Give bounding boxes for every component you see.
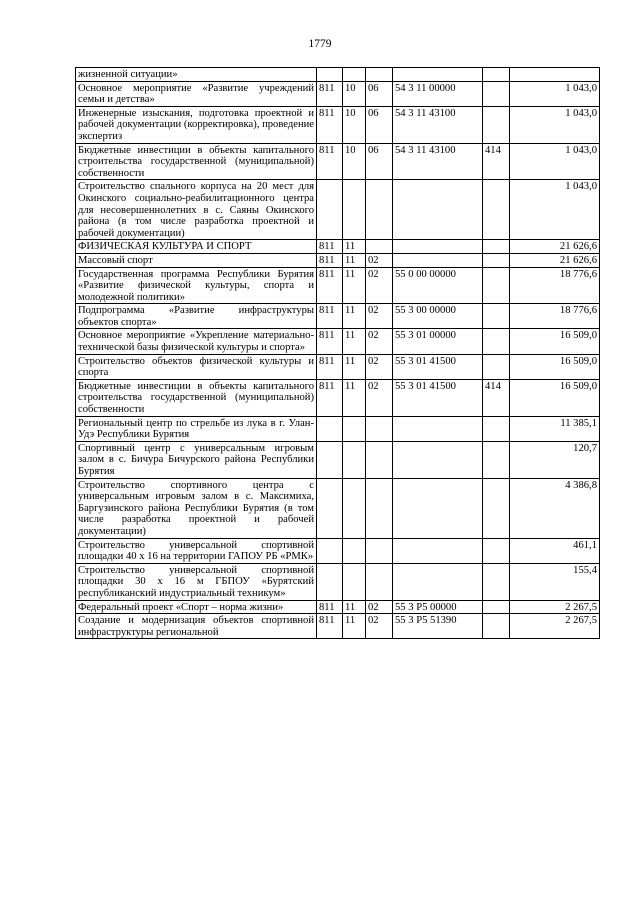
table-row [76,354,600,379]
row-name-cell: Массовый спорт [76,253,317,267]
row-target-article-cell [393,563,483,600]
row-expense-type-cell [483,180,510,240]
row-name-cell: Создание и модернизация объектов спортивной инфраструктуры региональной [76,614,317,639]
row-target-article-cell: 55 3 P5 00000 [393,600,483,614]
row-target-article-cell: 54 3 11 00000 [393,81,483,106]
row-expense-type-cell [483,329,510,354]
row-expense-type-cell [483,267,510,304]
table-row [76,600,600,614]
row-expense-type-cell: 414 [483,143,510,180]
row-name-cell: Бюджетные инвестиции в объекты капитального строительства государственной (муниципальной) собственности [76,143,317,180]
row-grbs-cell: 811 [317,106,343,143]
row-target-article-cell [393,416,483,441]
row-target-article-cell: 55 3 01 41500 [393,354,483,379]
row-section-cell: 11 [343,600,366,614]
row-name-cell: Основное мероприятие «Развитие учреждений семьи и детства» [76,81,317,106]
row-grbs-cell: 811 [317,253,343,267]
row-grbs-cell [317,68,343,82]
row-section-cell: 11 [343,614,366,639]
row-expense-type-cell [483,240,510,254]
row-subsection-cell: 02 [366,600,393,614]
table-row [76,379,600,416]
row-section-cell: 11 [343,253,366,267]
row-section-cell: 10 [343,106,366,143]
row-target-article-cell [393,538,483,563]
row-name-cell: Строительство спортивного центра с универсальным игровым залом в с. Максимиха, Баргузинского района Республики Бурятия (в том числе разработка проектной и рабочей документации) [76,478,317,538]
row-target-article-cell: 54 3 11 43100 [393,143,483,180]
row-name-cell: Строительство универсальной спортивной площадки 30 х 16 м ГБПОУ «Бурятский республиканский индустриальный техникум» [76,563,317,600]
row-target-article-cell [393,253,483,267]
row-subsection-cell [366,563,393,600]
row-subsection-cell: 02 [366,267,393,304]
row-target-article-cell: 55 3 01 00000 [393,329,483,354]
row-grbs-cell: 811 [317,600,343,614]
row-amount-cell: 155,4 [510,563,600,600]
row-name-cell: Федеральный проект «Спорт – норма жизни» [76,600,317,614]
table-row [76,106,600,143]
row-section-cell: 10 [343,143,366,180]
row-target-article-cell [393,240,483,254]
row-amount-cell: 2 267,5 [510,614,600,639]
row-expense-type-cell [483,68,510,82]
row-name-cell: Строительство универсальной спортивной площадки 40 х 16 на территории ГАПОУ РБ «РМК» [76,538,317,563]
row-grbs-cell [317,478,343,538]
row-amount-cell [510,68,600,82]
row-section-cell: 11 [343,240,366,254]
row-section-cell [343,538,366,563]
row-name-cell: жизненной ситуации» [76,68,317,82]
row-name-cell: ФИЗИЧЕСКАЯ КУЛЬТУРА И СПОРТ [76,240,317,254]
row-section-cell [343,416,366,441]
table-row [76,81,600,106]
row-subsection-cell: 06 [366,143,393,180]
row-grbs-cell [317,441,343,478]
row-expense-type-cell [483,441,510,478]
row-grbs-cell: 811 [317,81,343,106]
row-amount-cell: 18 776,6 [510,267,600,304]
table-row [76,304,600,329]
row-expense-type-cell [483,304,510,329]
row-grbs-cell [317,538,343,563]
row-grbs-cell: 811 [317,240,343,254]
row-amount-cell: 16 509,0 [510,354,600,379]
table-row [76,329,600,354]
budget-table-body [76,68,600,639]
row-name-cell: Бюджетные инвестиции в объекты капитального строительства государственной (муниципальной) собственности [76,379,317,416]
row-subsection-cell: 02 [366,253,393,267]
row-section-cell [343,563,366,600]
row-name-cell: Строительство спального корпуса на 20 мест для Окинского социально-реабилитационного центра для несовершеннолетних в с. Саяны Окинского района (в том числе разработка проектной и рабочей документации) [76,180,317,240]
table-row [76,563,600,600]
row-amount-cell: 1 043,0 [510,81,600,106]
page-number: 1779 [308,38,332,50]
row-expense-type-cell: 414 [483,379,510,416]
row-amount-cell: 11 385,1 [510,416,600,441]
row-expense-type-cell [483,600,510,614]
table-row [76,143,600,180]
row-grbs-cell: 811 [317,329,343,354]
row-grbs-cell: 811 [317,354,343,379]
row-target-article-cell [393,478,483,538]
row-amount-cell: 1 043,0 [510,106,600,143]
row-target-article-cell: 54 3 11 43100 [393,106,483,143]
table-row [76,538,600,563]
table-row [76,614,600,639]
row-grbs-cell: 811 [317,143,343,180]
row-grbs-cell [317,180,343,240]
row-name-cell: Основное мероприятие «Укрепление материально-технической базы физической культуры и спорта» [76,329,317,354]
row-subsection-cell: 06 [366,106,393,143]
row-section-cell: 11 [343,304,366,329]
row-amount-cell: 16 509,0 [510,379,600,416]
row-amount-cell: 120,7 [510,441,600,478]
row-expense-type-cell [483,538,510,563]
row-expense-type-cell [483,81,510,106]
row-grbs-cell [317,563,343,600]
row-name-cell: Инженерные изыскания, подготовка проектной и рабочей документации (корректировка), проведение экспертиз [76,106,317,143]
row-section-cell [343,478,366,538]
row-target-article-cell: 55 3 01 41500 [393,379,483,416]
row-grbs-cell: 811 [317,304,343,329]
row-subsection-cell [366,180,393,240]
row-amount-cell: 16 509,0 [510,329,600,354]
table-row [76,441,600,478]
row-subsection-cell [366,441,393,478]
row-grbs-cell: 811 [317,267,343,304]
budget-table [75,67,600,639]
row-target-article-cell: 55 0 00 00000 [393,267,483,304]
row-amount-cell: 18 776,6 [510,304,600,329]
row-section-cell: 11 [343,354,366,379]
table-row [76,478,600,538]
row-section-cell: 11 [343,379,366,416]
row-name-cell: Региональный центр по стрельбе из лука в г. Улан-Удэ Республики Бурятия [76,416,317,441]
row-subsection-cell: 02 [366,354,393,379]
row-amount-cell: 21 626,6 [510,240,600,254]
row-target-article-cell [393,180,483,240]
row-subsection-cell: 02 [366,379,393,416]
row-grbs-cell: 811 [317,379,343,416]
row-section-cell [343,180,366,240]
row-grbs-cell: 811 [317,614,343,639]
table-row [76,416,600,441]
row-section-cell [343,441,366,478]
row-target-article-cell: 55 3 00 00000 [393,304,483,329]
row-amount-cell: 461,1 [510,538,600,563]
row-target-article-cell: 55 3 P5 51390 [393,614,483,639]
row-section-cell: 10 [343,81,366,106]
row-expense-type-cell [483,253,510,267]
row-amount-cell: 21 626,6 [510,253,600,267]
row-amount-cell: 1 043,0 [510,180,600,240]
row-grbs-cell [317,416,343,441]
table-row [76,180,600,240]
row-section-cell: 11 [343,267,366,304]
row-expense-type-cell [483,478,510,538]
row-section-cell: 11 [343,329,366,354]
table-row [76,267,600,304]
row-subsection-cell: 06 [366,81,393,106]
row-amount-cell: 1 043,0 [510,143,600,180]
table-row [76,68,600,82]
row-target-article-cell [393,68,483,82]
row-name-cell: Строительство объектов физической культуры и спорта [76,354,317,379]
row-expense-type-cell [483,416,510,441]
row-name-cell: Спортивный центр с универсальным игровым залом в с. Бичура Бичурского района Республики Бурятия [76,441,317,478]
table-row [76,240,600,254]
row-amount-cell: 4 386,8 [510,478,600,538]
row-amount-cell: 2 267,5 [510,600,600,614]
row-subsection-cell: 02 [366,614,393,639]
row-subsection-cell [366,68,393,82]
row-subsection-cell [366,538,393,563]
row-expense-type-cell [483,614,510,639]
row-name-cell: Государственная программа Республики Бурятия «Развитие физической культуры, спорта и молодежной политики» [76,267,317,304]
row-expense-type-cell [483,106,510,143]
row-expense-type-cell [483,354,510,379]
row-subsection-cell [366,240,393,254]
row-subsection-cell [366,416,393,441]
row-subsection-cell [366,478,393,538]
row-subsection-cell: 02 [366,329,393,354]
row-section-cell [343,68,366,82]
row-expense-type-cell [483,563,510,600]
row-target-article-cell [393,441,483,478]
table-row [76,253,600,267]
row-name-cell: Подпрограмма «Развитие инфраструктуры объектов спорта» [76,304,317,329]
row-subsection-cell: 02 [366,304,393,329]
